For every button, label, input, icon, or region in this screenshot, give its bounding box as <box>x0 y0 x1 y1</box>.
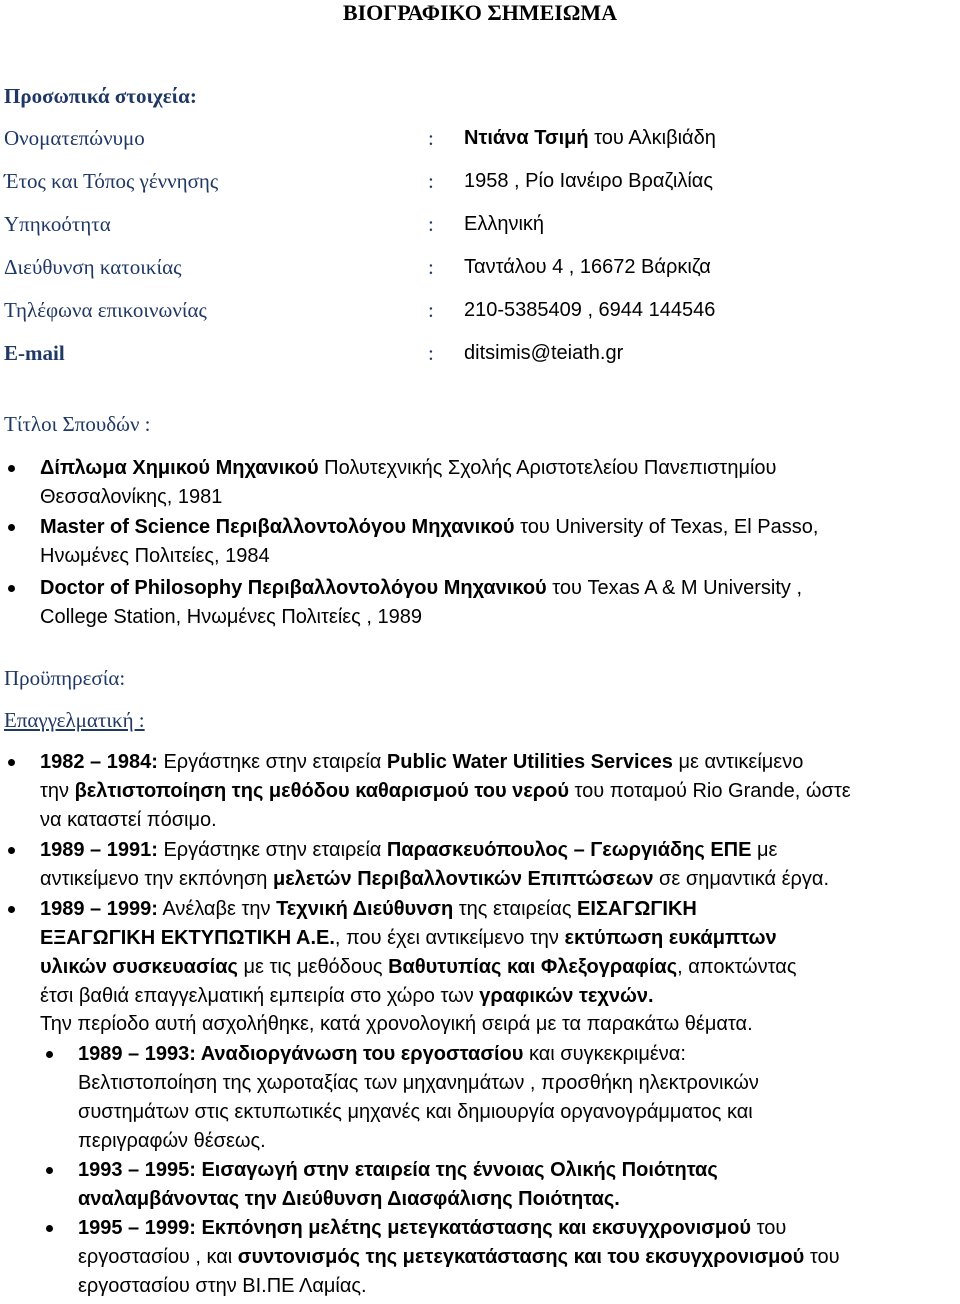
bullet-icon <box>8 906 15 913</box>
text: την <box>40 780 75 802</box>
text: Ανέλαβε την <box>157 898 277 920</box>
text: του Texas A & M University , <box>546 577 803 599</box>
bold-text: βελτιστοποίηση της μεθόδου καθαρισμού του νερού <box>74 780 569 802</box>
bold-text: γραφικών τεχνών. <box>479 985 654 1007</box>
text: , που έχει αντικείμενο την <box>334 927 565 949</box>
text: σε σημαντικά έργα. <box>653 868 830 890</box>
text: Θεσσαλονίκης, 1981 <box>40 486 223 508</box>
text-line <box>78 1098 753 1127</box>
text: έτσι βαθιά επαγγελματική εμπειρία στο χώρο των <box>40 985 480 1007</box>
personal-row <box>0 167 960 196</box>
text-line <box>40 542 270 571</box>
bold-text: υλικών συσκευασίας <box>40 956 238 978</box>
bold-text: 1993 – 1995: Εισαγωγή στην εταιρεία της έννοιας Ολικής Ποιότητας <box>78 1159 718 1181</box>
personal-row <box>0 339 960 368</box>
value-birth: 1958 , Ρίο Ιανέιρο Βραζιλίας <box>464 170 713 192</box>
bold-text: 1995 – 1999: Εκπόνηση μελέτης μετεγκατάστασης και εκσυγχρονισμού <box>78 1217 752 1239</box>
text-line <box>78 1156 718 1185</box>
label-nationality: Υπηκοότητα <box>4 212 111 236</box>
text-line <box>40 836 777 865</box>
text-line <box>78 1040 686 1069</box>
bold-text: Δίπλωμα Χημικού Μηχανικού <box>40 457 319 479</box>
value-fullname-bold: Ντιάνα Τσιμή <box>464 127 589 149</box>
text: αντικείμενο την εκπόνηση <box>40 868 273 890</box>
label-email: E-mail <box>4 341 65 365</box>
text: εργοστασίου στην ΒΙ.ΠΕ Λαμίας. <box>78 1275 367 1297</box>
personal-row <box>0 253 960 282</box>
bullet-icon <box>8 524 15 531</box>
bold-text: ΕΙΣΑΓΩΓΙΚΗ <box>577 898 697 920</box>
bullet-icon <box>46 1167 53 1174</box>
value-nationality: Ελληνική <box>464 213 545 235</box>
text-line <box>40 574 802 603</box>
text-line <box>40 748 803 777</box>
text: του University of Texas, El Passo, <box>514 516 819 538</box>
personal-row <box>0 210 960 239</box>
text: της εταιρείας <box>453 898 578 920</box>
text: του <box>804 1246 840 1268</box>
bullet-icon <box>8 847 15 854</box>
bold-text: Βαθυτυπίας και Φλεξογραφίας <box>388 956 678 978</box>
text: του ποταμού Rio Grande, ώστε <box>569 780 851 802</box>
bullet-icon <box>46 1051 53 1058</box>
text: Βελτιστοποίηση της χωροταξίας των μηχανημάτων , προσθήκη ηλεκτρονικών <box>78 1072 759 1094</box>
text-line <box>40 777 851 806</box>
bold-text: Τεχνική Διεύθυνση <box>276 898 454 920</box>
bold-text: 1989 – 1993: Αναδιοργάνωση του εργοστασίου <box>78 1043 524 1065</box>
experience-subheading: Επαγγελματική : <box>4 708 145 732</box>
text: εργοστασίου , και <box>78 1246 238 1268</box>
bold-text: Παρασκευόπουλος – Γεωργιάδης ΕΠΕ <box>386 839 752 861</box>
colon: : <box>428 298 434 322</box>
value-phones: 210-5385409 , 6944 144546 <box>464 299 716 321</box>
text-line <box>40 865 829 894</box>
period-note: Την περίοδο αυτή ασχολήθηκε, κατά χρονολογική σειρά με τα παρακάτω θέματα. <box>40 1013 753 1035</box>
education-heading: Τίτλοι Σπουδών : <box>4 412 151 436</box>
text: , αποκτώντας <box>677 956 797 978</box>
bold-text: εκτύπωση ευκάμπτων <box>564 927 777 949</box>
personal-row <box>0 296 960 325</box>
text: και συγκεκριμένα: <box>523 1043 686 1065</box>
experience-heading: Προϋπηρεσία: <box>4 666 126 690</box>
text-line <box>40 513 818 542</box>
bullet-icon <box>46 1225 53 1232</box>
value-fullname-rest: του Αλκιβιάδη <box>588 127 716 149</box>
text-line <box>40 895 697 924</box>
text-line <box>40 924 777 953</box>
text-line <box>78 1127 266 1156</box>
text-line <box>40 483 222 512</box>
bold-text: αναλαμβάνοντας την Διεύθυνση Διασφάλισης Ποιότητας. <box>78 1188 620 1210</box>
text: να καταστεί πόσιμο. <box>40 809 217 831</box>
colon: : <box>428 255 434 279</box>
bold-text: Public Water Utilities Services <box>386 751 673 773</box>
text: Εργάστηκε στην εταιρεία <box>157 751 387 773</box>
bullet-icon <box>8 759 15 766</box>
bold-text: Doctor of Philosophy Περιβαλλοντολόγου Μηχανικού <box>40 577 547 599</box>
text-line <box>40 982 654 1011</box>
bold-text: συντονισμός της μετεγκατάστασης και του εκσυγχρονισμού <box>237 1246 805 1268</box>
bold-text: ΕΞΑΓΩΓΙΚΗ ΕΚΤΥΠΩΤΙΚΗ Α.Ε. <box>40 927 335 949</box>
text: συστημάτων στις εκτυπωτικές μηχανές και δημιουργία οργανογράμματος και <box>78 1101 753 1123</box>
text-line <box>40 454 776 483</box>
personal-row <box>0 124 960 153</box>
text-line <box>78 1272 367 1301</box>
text: με αντικείμενο <box>672 751 804 773</box>
text: Πολυτεχνικής Σχολής Αριστοτελείου Πανεπιστημίου <box>318 457 777 479</box>
bold-text: 1989 – 1999: <box>40 898 158 920</box>
text-line <box>78 1214 786 1243</box>
text-line <box>40 953 797 982</box>
label-birth: Έτος και Τόπος γέννησης <box>4 169 219 193</box>
text-line <box>40 603 422 632</box>
bold-text: 1989 – 1991: <box>40 839 158 861</box>
value-email: ditsimis@teiath.gr <box>464 342 624 364</box>
text-line <box>78 1185 620 1214</box>
colon: : <box>428 212 434 236</box>
label-phones: Τηλέφωνα επικοινωνίας <box>4 298 207 322</box>
text-line <box>40 806 217 835</box>
value-address: Ταντάλου 4 , 16672 Βάρκιζα <box>464 256 711 278</box>
bullet-icon <box>8 585 15 592</box>
text: College Station, Ηνωμένες Πολιτείες , 1989 <box>40 606 422 628</box>
bold-text: 1982 – 1984: <box>40 751 158 773</box>
text: με τις μεθόδους <box>237 956 389 978</box>
bold-text: μελετών Περιβαλλοντικών Επιπτώσεων <box>272 868 654 890</box>
text: περιγραφών θέσεως. <box>78 1130 266 1152</box>
text: Εργάστηκε στην εταιρεία <box>157 839 387 861</box>
bold-text: Master of Science Περιβαλλοντολόγου Μηχανικού <box>40 516 515 538</box>
value-fullname <box>464 124 716 153</box>
colon: : <box>428 169 434 193</box>
text: του <box>751 1217 787 1239</box>
label-fullname: Ονοματεπώνυμο <box>4 126 145 150</box>
document-title: ΒΙΟΓΡΑΦΙΚΟ ΣΗΜΕΙΩΜΑ <box>342 0 618 25</box>
colon: : <box>428 341 434 365</box>
text: Ηνωμένες Πολιτείες, 1984 <box>40 545 270 567</box>
label-address: Διεύθυνση κατοικίας <box>4 255 182 279</box>
colon: : <box>428 126 434 150</box>
text-line <box>78 1243 840 1272</box>
text: με <box>751 839 778 861</box>
personal-heading: Προσωπικά στοιχεία: <box>4 84 197 108</box>
text-line <box>78 1069 759 1098</box>
bullet-icon <box>8 465 15 472</box>
